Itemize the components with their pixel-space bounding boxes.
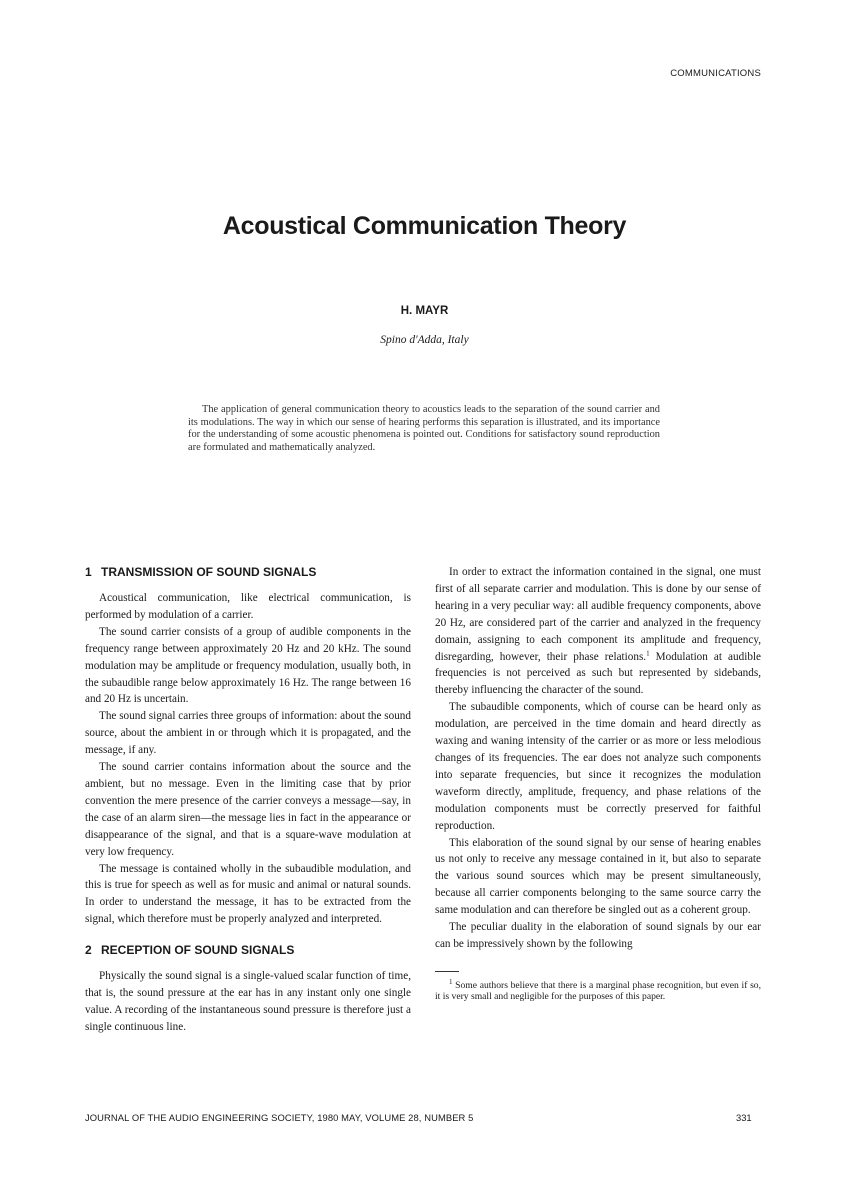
paragraph: The subaudible components, which of course can be heard only as modulation, are perceived in the time domain and heard directly as waxing and waning intensity of the carrier or as more or less melodious changes of its frequencies. The ear does not analyze such components into separate frequencies, but since it recognizes the modulation waveform directly, amplitude, frequency, and phase relations of the modulation components must be correctly preserved for faithful reproduction. [435,701,761,832]
section-number: 1 [85,565,92,579]
page-number: 331 [736,1112,752,1123]
footnote-marker: 1 [449,977,453,986]
left-column [85,564,411,1036]
paragraph: The message is contained wholly in the subaudible modulation, and this is true for speech as well as for music and animal or natural sounds. In order to understand the message, it has to be extracted from the signal, which therefore must be properly analyzed and interpreted. [85,862,411,926]
paragraph: The sound carrier contains information about the source and the ambient, but no message. Even in the limiting case that by prior convention the mere presence of the carrier conveys a message—say, in the case of an alarm siren—the message lies in fact in the appearance or disappearance of the signal, and that is a square-wave modulation at very low frequency. [85,761,411,858]
footnote-text: Some authors believe that there is a marginal phase recognition, but even if so, it is very small and negligible for the purposes of this paper. [435,979,761,1003]
footnote-reference: 1 [646,648,650,657]
paragraph: The sound carrier consists of a group of audible components in the frequency range between approximately 20 Hz and 20 kHz. The sound modulation may be amplitude or frequency modulation, usually both, in the subaudible range below approximately 16 Hz. The range between 16 and 20 Hz is uncertain. [85,625,411,706]
paragraph: Acoustical communication, like electrical communication, is performed by modulation of a carrier. [85,592,411,621]
footnote [435,977,761,1003]
footnote-divider [435,971,459,972]
right-column [435,564,761,1003]
paragraph: The sound signal carries three groups of information: about the sound source, about the ambient in or through which it is propagated, and the message, if any. [85,710,411,757]
paper-title: Acoustical Communication Theory [222,212,627,240]
paragraph: This elaboration of the sound signal by our sense of hearing enables us not only to receive any message contained in it, but also to separate the various sound sources which may be present simultaneously, because all carrier components belonging to the same source carry the same modulation and can therefore be singled out as a coherent group. [435,836,761,917]
section-title: RECEPTION OF SOUND SIGNALS [101,943,295,958]
paragraph-text: Modulation at audible frequencies is not perceived as such but represented by sidebands, thereby influencing the character of the sound. [435,650,761,697]
paragraph: Physically the sound signal is a single-valued scalar function of time, that is, the sound pressure at the ear has in any instant only one single value. A recording of the instantaneous sound pressure is therefore just a single continuous line. [85,970,411,1033]
author: H. MAYR [400,305,449,317]
journal-footer: JOURNAL OF THE AUDIO ENGINEERING SOCIETY, 1980 MAY, VOLUME 28, NUMBER 5 [85,1112,474,1123]
paragraph-text: In order to extract the information contained in the signal, one must first of all separate carrier and modulation. This is done by our sense of hearing in a very peculiar way: all audible frequency components, above 20 Hz, are considered part of the carrier and analyzed in the frequency domain, assigning to each component its amplitude and frequency, disregarding, however, their phase relations. [435,566,761,663]
section-title: TRANSMISSION OF SOUND SIGNALS [101,565,317,579]
affiliation: Spino d'Adda, Italy [380,334,469,346]
section-heading-1 [85,564,411,580]
running-head: COMMUNICATIONS [670,68,761,79]
abstract: The application of general communication theory to acoustics leads to the separation of the sound carrier and its modulations. The way in which our sense of hearing performs this separation is illustrated, and its importance for the understanding of some acoustic phenomena is pointed out. Conditions for satisfactory sound reproduction are formulated and mathematically analyzed. [188,404,660,454]
section-number: 2 [85,943,92,958]
section-heading-2 [85,942,411,958]
paragraph [435,564,761,699]
paragraph: The peculiar duality in the elaboration of sound signals by our ear can be impressively shown by the following [435,921,761,950]
